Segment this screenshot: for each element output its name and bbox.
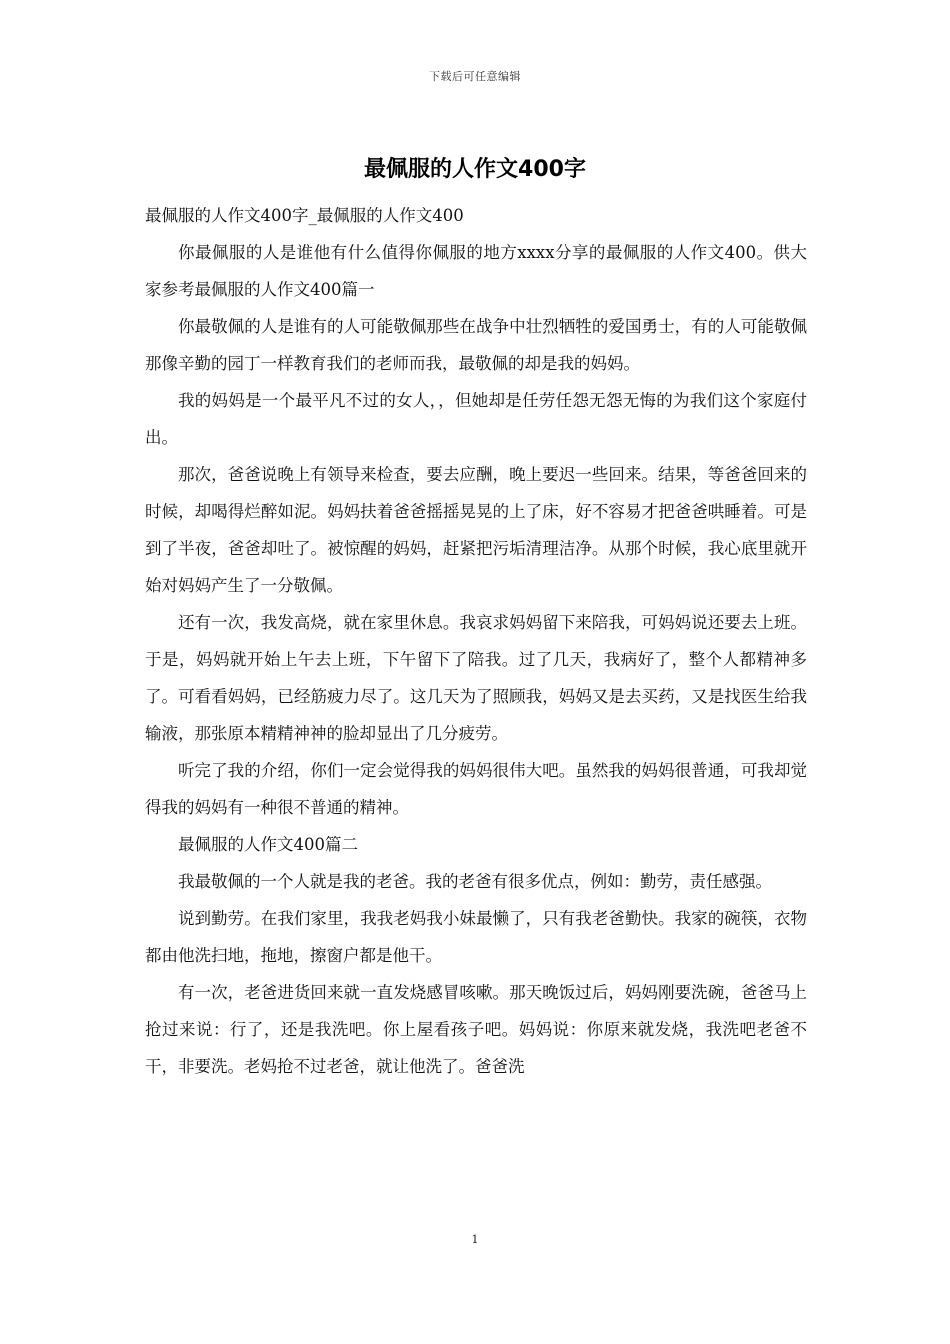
paragraph: 你最敬佩的人是谁有的人可能敬佩那些在战争中壮烈牺牲的爱国勇士，有的人可能敬佩那像辛勤的园丁一样教育我们的老师而我，最敬佩的却是我的妈妈。 <box>145 317 807 373</box>
page-number: 1 <box>471 1233 479 1246</box>
paragraph: 我的妈妈是一个最平凡不过的女人，，但她却是任劳任怨无怨无悔的为我们这个家庭付出。 <box>145 391 807 447</box>
paragraph: 我最敬佩的一个人就是我的老爸。我的老爸有很多优点，例如：勤劳，责任感强。 <box>178 872 772 891</box>
paragraph-intro: 你最佩服的人是谁他有什么值得你佩服的地方xxxx分享的最佩服的人作文400。供大家参考最佩服的人作文400篇一 <box>145 243 807 299</box>
paragraph: 说到勤劳。在我们家里，我我老妈我小妹最懒了，只有我老爸勤快。我家的碗筷，衣物都由他洗扫地，拖地，擦窗户都是他干。 <box>145 909 807 965</box>
document-title: 最佩服的人作文400字 <box>364 157 586 182</box>
paragraph: 有一次，老爸进货回来就一直发烧感冒咳嗽。那天晚饭过后，妈妈刚要洗碗，爸爸马上抢过来说：行了，还是我洗吧。你上屋看孩子吧。妈妈说：你原来就发烧，我洗吧老爸不干，非要洗。老妈抢不过老爸，就让他洗了。爸爸洗 <box>145 983 807 1076</box>
paragraph: 还有一次，我发高烧，就在家里休息。我哀求妈妈留下来陪我，可妈妈说还要去上班。于是，妈妈就开始上午去上班，下午留下了陪我。过了几天，我病好了，整个人都精神多了。可看看妈妈，已经筋疲力尽了。这几天为了照顾我，妈妈又是去买药，又是找医生给我输液，那张原本精精神神的脸却显出了几分疲劳。 <box>145 613 807 743</box>
section-heading: 最佩服的人作文400篇二 <box>178 835 358 854</box>
header-note: 下载后可任意编辑 <box>429 70 521 83</box>
document-body <box>145 197 807 1085</box>
paragraph: 那次，爸爸说晚上有领导来检查，要去应酬，晚上要迟一些回来。结果，等爸爸回来的时候，却喝得烂醉如泥。妈妈扶着爸爸摇摇晃晃的上了床，好不容易才把爸爸哄睡着。可是到了半夜，爸爸却吐了。被惊醒的妈妈，赶紧把污垢清理洁净。从那个时候，我心底里就开始对妈妈产生了一分敬佩。 <box>145 465 807 595</box>
paragraph: 听完了我的介绍，你们一定会觉得我的妈妈很伟大吧。虽然我的妈妈很普通，可我却觉得我的妈妈有一种很不普通的精神。 <box>145 761 807 817</box>
subtitle-line: 最佩服的人作文400字_最佩服的人作文400 <box>145 206 464 225</box>
